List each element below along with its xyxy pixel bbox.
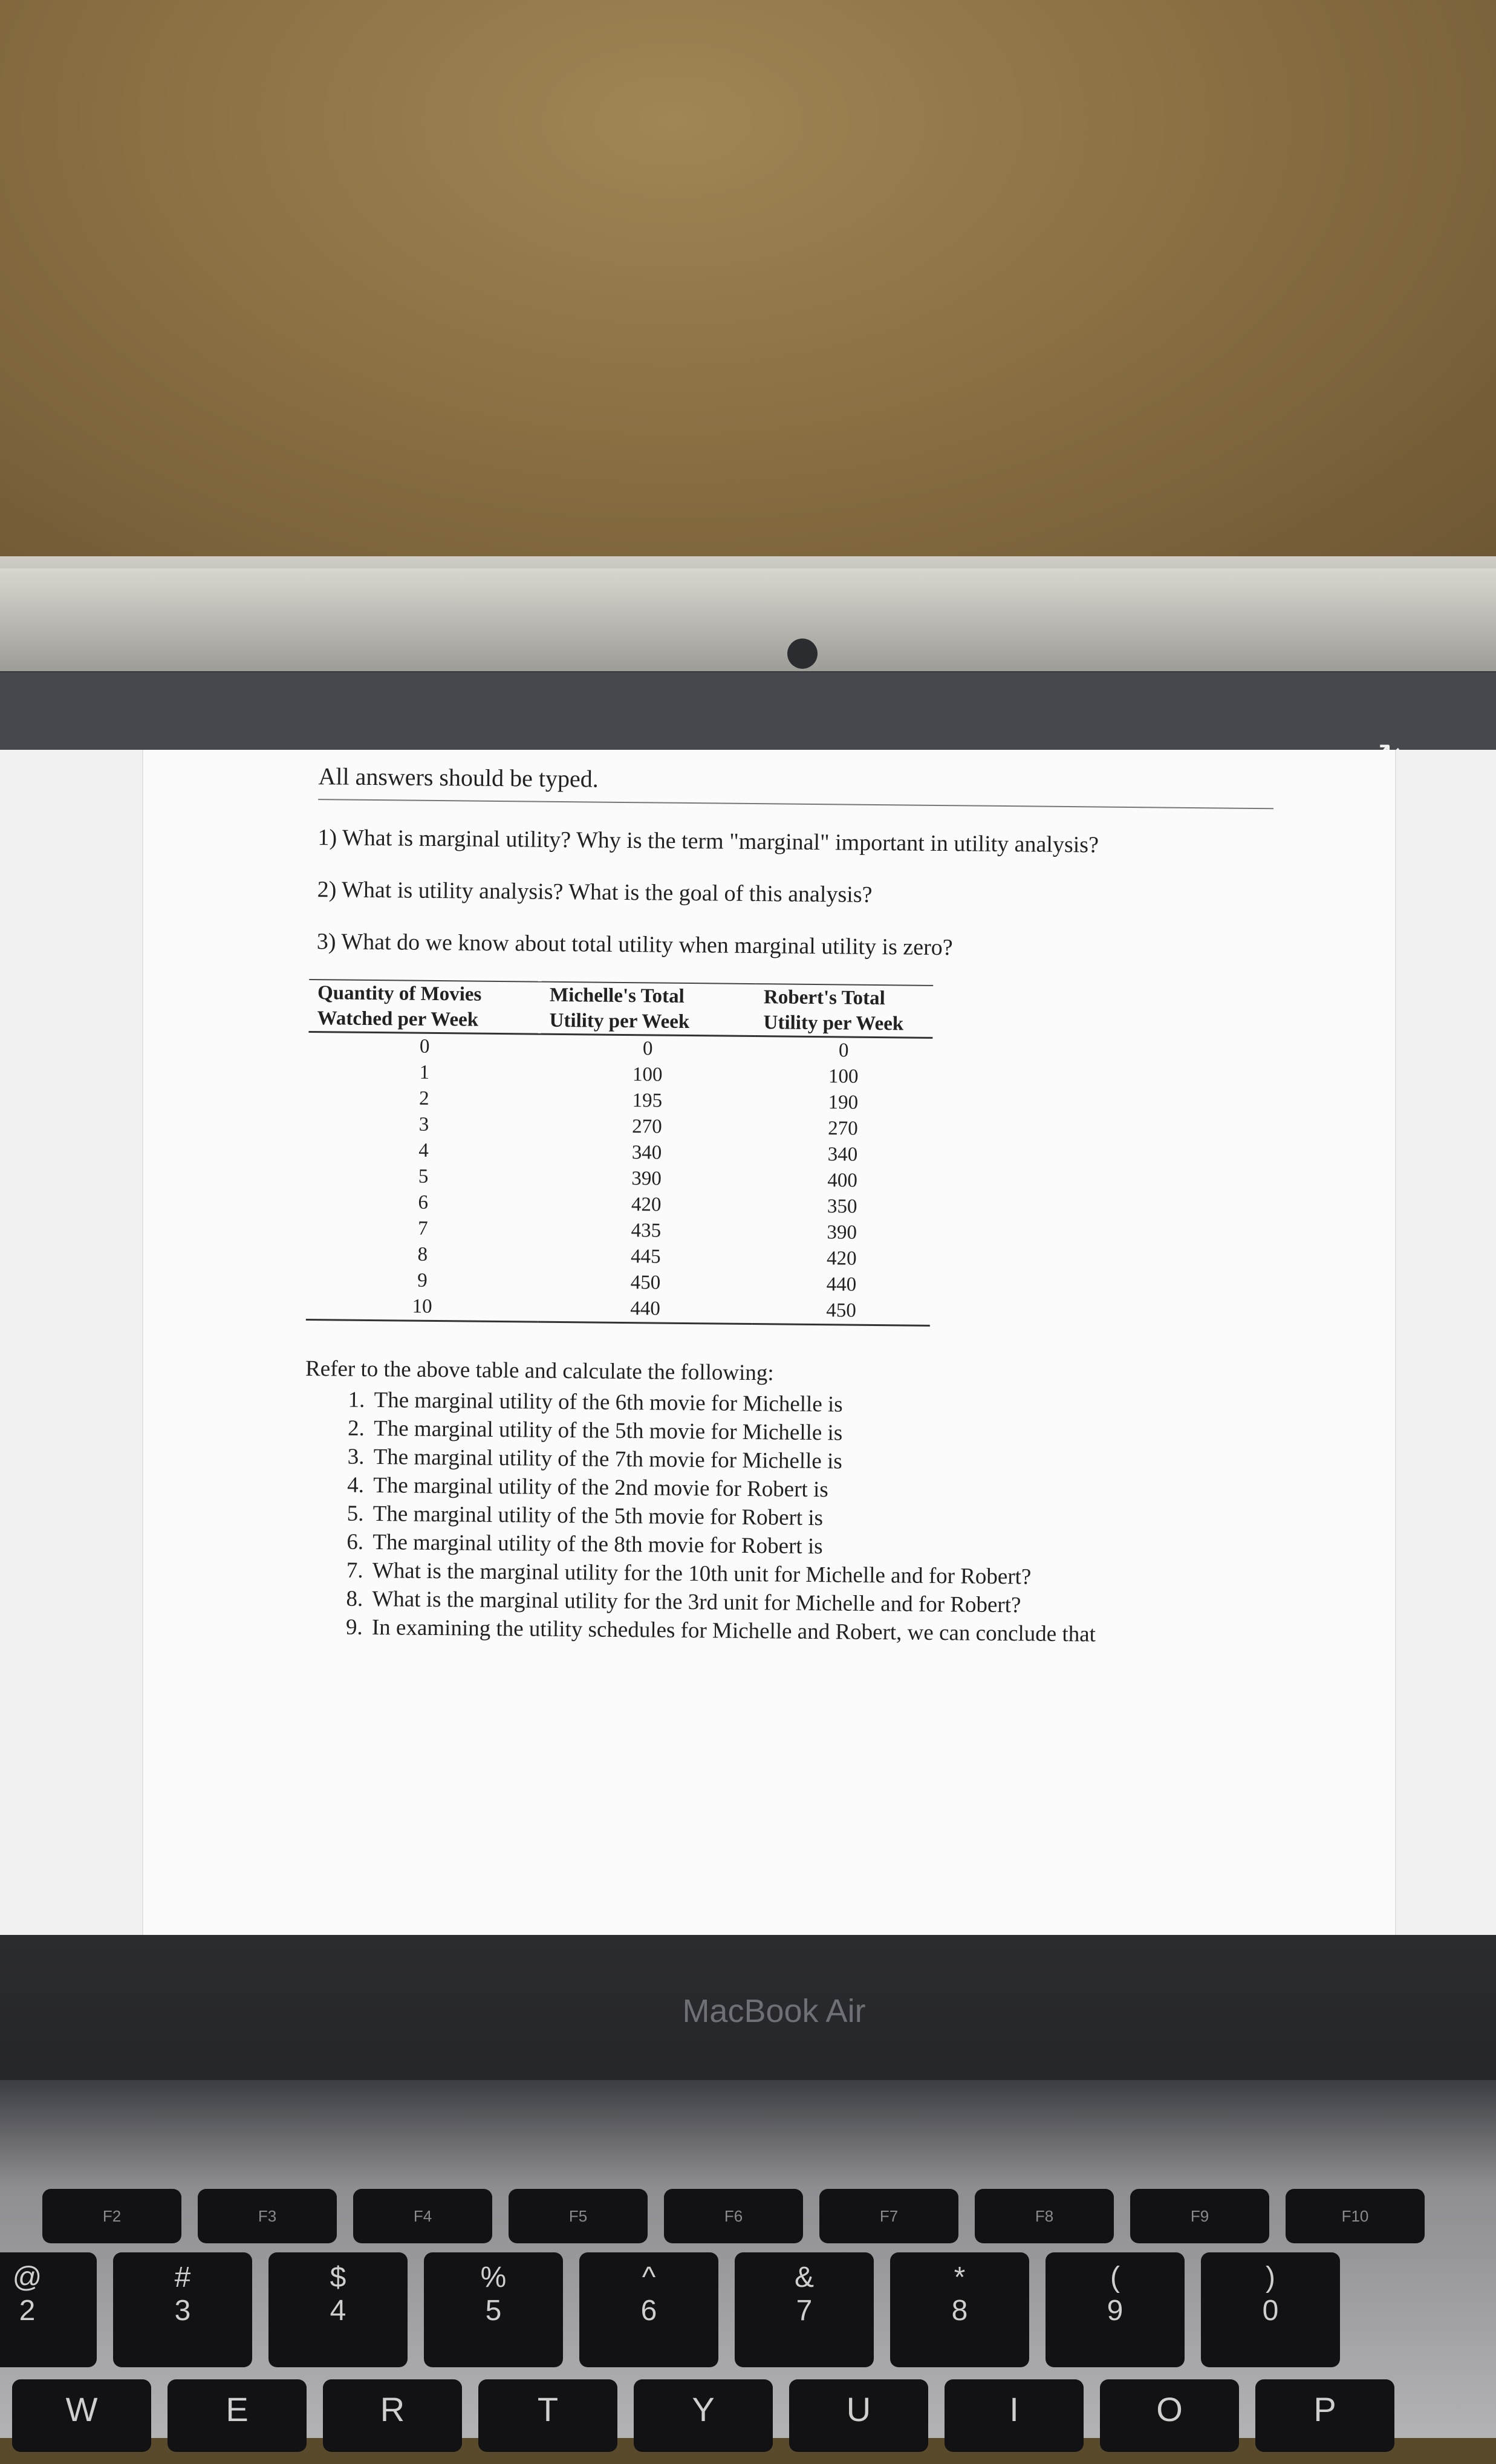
number-key[interactable] <box>1046 2252 1185 2367</box>
table-cell: 420 <box>631 1194 662 1216</box>
key-digit: 5 <box>485 2295 502 2327</box>
table-cell: 445 <box>630 1246 661 1268</box>
key-symbol: ) <box>1266 2261 1275 2293</box>
letter-key[interactable]: W <box>12 2379 151 2452</box>
key-symbol: % <box>480 2261 507 2293</box>
table-cell: 390 <box>827 1221 857 1244</box>
letter-key[interactable]: O <box>1100 2379 1239 2452</box>
question-2: 2) What is utility analysis? What is the goal of this analysis? <box>317 877 873 908</box>
table-cell: 8 <box>417 1243 428 1266</box>
function-key[interactable]: F2 <box>42 2189 181 2243</box>
question-1: 1) What is marginal utility? Why is the term "marginal" important in utility analysis? <box>317 825 1099 858</box>
brand-label: MacBook Air <box>682 1993 866 2029</box>
table-cell: 420 <box>826 1247 857 1270</box>
letter-key[interactable]: P <box>1255 2379 1394 2452</box>
table-cell: 450 <box>630 1272 661 1294</box>
function-key[interactable]: F4 <box>353 2189 492 2243</box>
key-digit: 4 <box>330 2295 346 2327</box>
function-key[interactable]: F3 <box>198 2189 337 2243</box>
question-3: 3) What do we know about total utility when marginal utility is zero? <box>316 929 953 961</box>
function-key[interactable]: F5 <box>509 2189 648 2243</box>
function-key[interactable]: F7 <box>819 2189 958 2243</box>
table-row <box>306 1293 930 1325</box>
list-item: 6. The marginal utility of the 8th movie for Robert is <box>369 1528 1344 1565</box>
wall-background <box>0 0 1496 605</box>
function-key[interactable]: F10 <box>1286 2189 1425 2243</box>
number-key[interactable] <box>735 2252 874 2367</box>
table-cell: 100 <box>632 1064 663 1086</box>
table-cell: 2 <box>418 1087 429 1110</box>
table-cell: 450 <box>752 1297 930 1325</box>
key-digit: 8 <box>951 2295 968 2327</box>
webcam <box>787 639 818 669</box>
table-cell: 10 <box>306 1293 538 1322</box>
letter-key[interactable]: Y <box>634 2379 773 2452</box>
table-cell: 0 <box>838 1039 849 1062</box>
table-cell: 1 <box>419 1061 430 1084</box>
key-symbol: ^ <box>642 2261 656 2293</box>
list-item: 8. What is the marginal utility for the 3rd unit for Michelle and for Robert? <box>368 1585 1343 1622</box>
table-cell: 9 <box>417 1269 428 1292</box>
letter-key-row <box>0 2379 1496 2464</box>
number-key[interactable] <box>0 2252 97 2367</box>
table-cell: 435 <box>631 1220 662 1242</box>
list-item: 1. The marginal utility of the 6th movie for Michelle is <box>370 1386 1345 1423</box>
table-cell: 270 <box>632 1116 662 1138</box>
letter-key[interactable]: T <box>478 2379 617 2452</box>
table-cell: 0 <box>642 1038 653 1060</box>
browser-toolbar <box>0 672 1496 751</box>
document-content <box>303 744 1351 1651</box>
key-symbol: * <box>954 2261 966 2293</box>
key-digit: 7 <box>796 2295 813 2327</box>
table-cell: 350 <box>827 1195 857 1218</box>
key-digit: 3 <box>174 2295 191 2327</box>
key-symbol: @ <box>12 2261 42 2293</box>
table-cell: 5 <box>418 1165 429 1188</box>
laptop-lid-edge <box>0 568 1496 671</box>
function-key[interactable]: F6 <box>664 2189 803 2243</box>
header-robert: Robert's Total Utility per Week <box>755 984 933 1038</box>
key-symbol: # <box>174 2261 191 2293</box>
key-symbol: ( <box>1110 2261 1120 2293</box>
table-cell: 4 <box>418 1139 429 1162</box>
list-item: 9. In examining the utility schedules for Michelle and Robert, we can conclude that <box>368 1613 1343 1651</box>
table-cell: 400 <box>827 1169 858 1192</box>
number-key[interactable] <box>1201 2252 1340 2367</box>
key-symbol: $ <box>330 2261 346 2293</box>
list-item: 2. The marginal utility of the 5th movie for Michelle is <box>370 1414 1345 1452</box>
number-key[interactable] <box>424 2252 563 2367</box>
table-cell: 190 <box>828 1091 859 1114</box>
number-key[interactable] <box>890 2252 1029 2367</box>
table-cell: 340 <box>827 1143 858 1166</box>
table-cell: 3 <box>418 1113 429 1136</box>
key-digit: 9 <box>1107 2295 1124 2327</box>
letter-key[interactable]: U <box>789 2379 928 2452</box>
table-cell: 7 <box>417 1217 428 1240</box>
refer-text: Refer to the above table and calculate the following: <box>305 1356 774 1386</box>
number-key-row <box>0 2252 1496 2337</box>
number-key[interactable] <box>268 2252 408 2367</box>
table-cell: 390 <box>631 1168 662 1190</box>
letter-key[interactable]: R <box>323 2379 462 2452</box>
number-key[interactable] <box>113 2252 252 2367</box>
calculation-list <box>332 1385 1345 1651</box>
table-cell: 100 <box>828 1065 859 1088</box>
instruction-note: All answers should be typed. <box>318 762 1274 809</box>
list-item: 3. The marginal utility of the 7th movie for Michelle is <box>369 1443 1344 1480</box>
letter-key[interactable]: E <box>167 2379 307 2452</box>
header-quantity: Quantity of Movies Watched per Week <box>308 980 541 1034</box>
number-key[interactable] <box>579 2252 718 2367</box>
utility-table <box>306 979 933 1327</box>
letter-key[interactable]: I <box>945 2379 1084 2452</box>
table-cell: 0 <box>419 1035 430 1058</box>
table-cell: 340 <box>631 1142 662 1164</box>
table-cell: 195 <box>632 1090 663 1112</box>
header-michelle: Michelle's Total Utility per Week <box>541 982 755 1036</box>
function-key[interactable]: F9 <box>1130 2189 1269 2243</box>
table-cell: 6 <box>418 1191 429 1214</box>
key-symbol: & <box>794 2261 814 2293</box>
list-item: 7. What is the marginal utility for the 10th unit for Michelle and for Robert? <box>369 1556 1344 1594</box>
key-digit: 6 <box>640 2295 657 2327</box>
key-digit: 2 <box>19 2295 36 2327</box>
table-cell: 440 <box>538 1295 752 1324</box>
key-digit: 0 <box>1262 2295 1279 2327</box>
function-key[interactable]: F8 <box>975 2189 1114 2243</box>
table-cell: 270 <box>828 1117 858 1140</box>
list-item: 5. The marginal utility of the 5th movie for Robert is <box>369 1500 1344 1537</box>
list-item: 4. The marginal utility of the 2nd movie for Robert is <box>369 1471 1344 1509</box>
table-cell: 440 <box>826 1273 857 1296</box>
